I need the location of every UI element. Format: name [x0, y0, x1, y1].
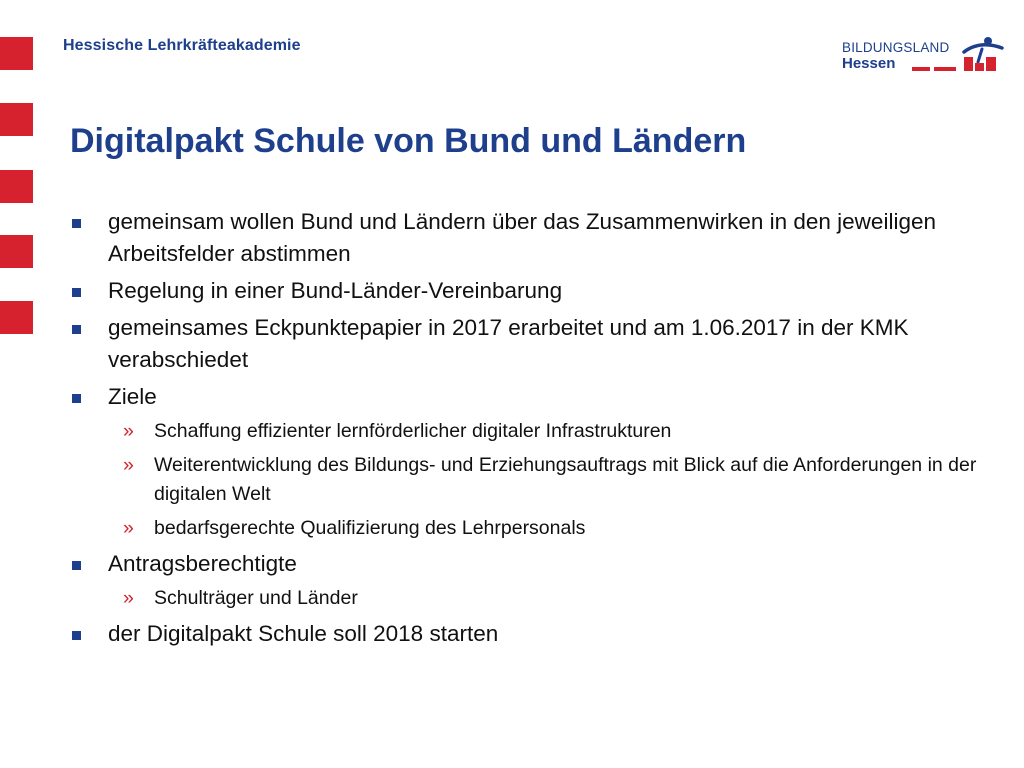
list-item	[70, 312, 1000, 376]
list-item-text: Ziele	[108, 384, 157, 409]
sub-list-item	[70, 514, 1000, 543]
decorative-stripe	[0, 301, 33, 334]
guillemet-bullet-icon: »	[123, 420, 134, 442]
slide-title: Digitalpakt Schule von Bund und Ländern	[70, 122, 747, 160]
decorative-stripe	[0, 103, 33, 136]
bildungsland-hessen-logo-icon	[958, 36, 1004, 72]
square-bullet-icon	[72, 561, 81, 570]
list-item	[70, 381, 1000, 413]
square-bullet-icon	[72, 631, 81, 640]
sub-list-item-text: bedarfsgerechte Qualifizierung des Lehrpersonals	[154, 517, 586, 539]
decorative-stripe	[0, 235, 33, 268]
logo-text-bildungsland: BILDUNGSLAND	[842, 40, 950, 55]
logo-dash	[934, 67, 956, 71]
list-item	[70, 275, 1000, 307]
guillemet-bullet-icon: »	[123, 587, 134, 609]
sub-list-item	[70, 417, 1000, 446]
list-item	[70, 206, 1000, 270]
list-item-text: gemeinsam wollen Bund und Ländern über das Zusammenwirken in den jeweiligen Arbeitsfelder abstimmen	[108, 209, 936, 266]
list-item-text: gemeinsames Eckpunktepapier in 2017 erarbeitet und am 1.06.2017 in der KMK verabschiedet	[108, 315, 909, 372]
sub-list-item-text: Schulträger und Länder	[154, 587, 358, 609]
decorative-stripe	[0, 170, 33, 203]
bildungsland-hessen-logo	[842, 36, 1004, 76]
square-bullet-icon	[72, 288, 81, 297]
list-item-text: Regelung in einer Bund-Länder-Vereinbarung	[108, 278, 563, 303]
sub-list-item-text: Weiterentwicklung des Bildungs- und Erziehungsauftrags mit Blick auf die Anforderungen in der digitalen Welt	[154, 454, 977, 505]
sub-list-item-text: Schaffung effizienter lernförderlicher digitaler Infrastrukturen	[154, 420, 672, 442]
guillemet-bullet-icon: »	[123, 517, 134, 539]
sub-list-item	[70, 584, 1000, 613]
bullet-list	[70, 206, 1000, 650]
list-item-text: Antragsberechtigte	[108, 551, 297, 576]
list-item	[70, 618, 1000, 650]
square-bullet-icon	[72, 325, 81, 334]
square-bullet-icon	[72, 394, 81, 403]
organization-name: Hessische Lehrkräfteakademie	[63, 37, 301, 54]
logo-text-hessen: Hessen	[842, 55, 896, 72]
list-item	[70, 548, 1000, 580]
list-item-text: der Digitalpakt Schule soll 2018 starten	[108, 621, 499, 646]
decorative-stripe	[0, 37, 33, 70]
logo-dash	[912, 67, 930, 71]
guillemet-bullet-icon: »	[123, 454, 134, 476]
square-bullet-icon	[72, 219, 81, 228]
sub-list-item	[70, 451, 1000, 509]
